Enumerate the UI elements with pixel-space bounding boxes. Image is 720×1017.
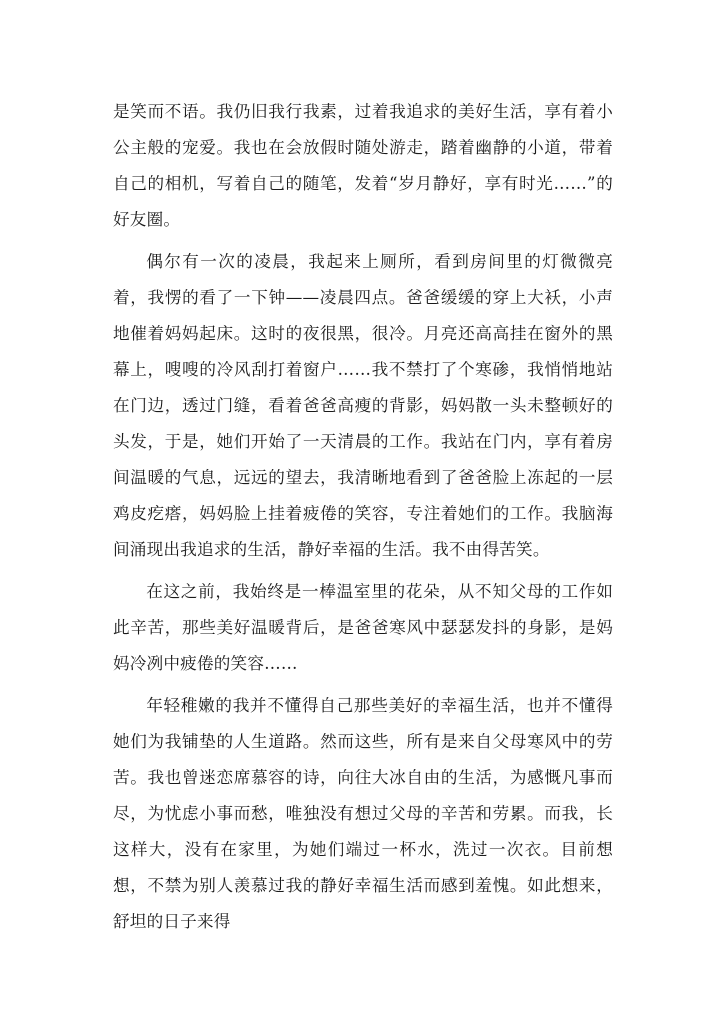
paragraph-4: 年轻稚嫩的我并不懂得自己那些美好的幸福生活，也并不懂得她们为我铺垫的人生道路。然而这些，所有是来自父母寒风中的劳苦。我也曾迷恋席慕容的诗，向往大冰自由的生活，为感慨凡事而尽，为忧虑小事而愁，唯独没有想过父母的辛苦和劳累。而我，长这样大，没有在家里，为她们端过一杯水，洗过一次衣。目前想想，不禁为别人羡慕过我的静好幸福生活而感到羞愧。如此想来，舒坦的日子来得 [113,696,613,931]
paragraph-3: 在这之前，我始终是一棒温室里的花朵，从不知父母的工作如此辛苦，那些美好温暖背后，是爸爸寒风中瑟瑟发抖的身影，是妈妈冷冽中疲倦的笑容…… [113,582,613,673]
paragraph-2: 偶尔有一次的凌晨，我起来上厕所，看到房间里的灯微微亮着，我愣的看了一下钟——凌晨四点。爸爸缓缓的穿上大袄，小声地催着妈妈起床。这时的夜很黑，很冷。月亮还高高挂在窗外的黑幕上，嗖嗖的冷风刮打着窗户……我不禁打了个寒碜，我悄悄地站在门边，透过门缝，看着爸爸高瘦的背影，妈妈散一头未整顿好的头发，于是，她们开始了一天清晨的工作。我站在门内，享有着房间温暖的气息，远远的望去，我清晰地看到了爸爸脸上冻起的一层鸡皮疙瘩，妈妈脸上挂着疲倦的笑容，专注着她们的工作。我脑海间涌现出我追求的生活，静好幸福的生活。我不由得苦笑。 [113,252,613,559]
body-text [113,94,613,940]
paragraph-1: 是笑而不语。我仍旧我行我素，过着我追求的美好生活，享有着小公主般的宠爱。我也在会放假时随处游走，踏着幽静的小道，带着自己的相机，写着自己的随笔，发着“岁月静好，享有时光……”的好友圈。 [113,102,613,229]
